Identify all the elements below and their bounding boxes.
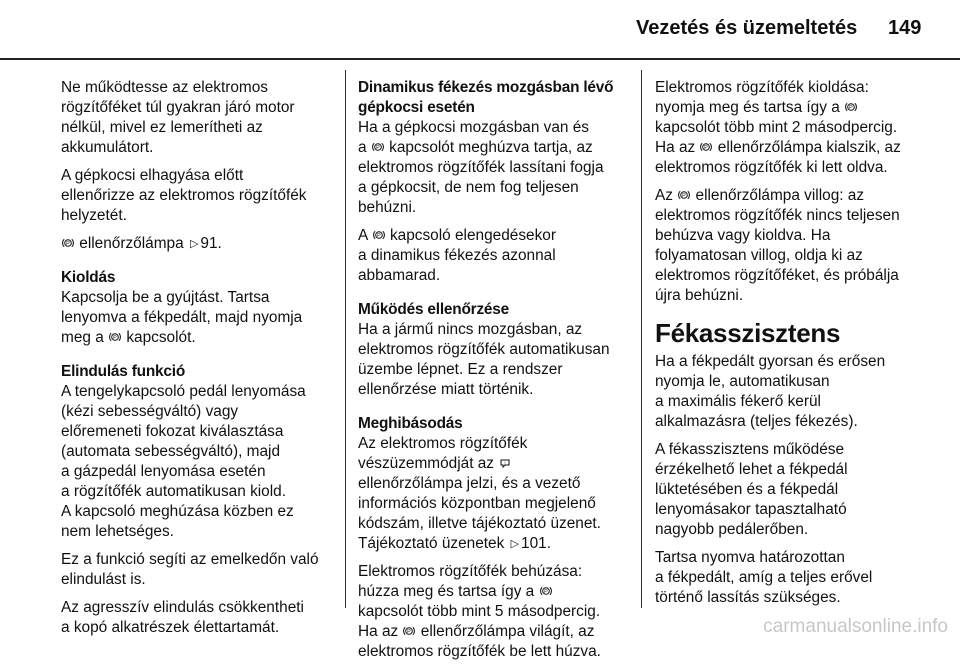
column-divider-2 bbox=[641, 70, 642, 608]
watermark: carmanualsonline.info bbox=[763, 616, 948, 637]
svg-text:!: ! bbox=[504, 460, 506, 466]
svg-text:P: P bbox=[376, 145, 380, 152]
heading-mukodes: Működés ellenőrzése bbox=[358, 301, 510, 318]
paragraph: Az agresszív elindulás csökkentheti a kopó alkatrészek élettartamát. bbox=[61, 599, 304, 636]
parking-brake-icon bbox=[373, 227, 385, 239]
svg-text:P: P bbox=[543, 589, 548, 596]
parking-brake-icon bbox=[62, 235, 74, 247]
heading-kioldas: Kioldás bbox=[61, 269, 116, 286]
column-1 bbox=[61, 78, 333, 646]
paragraph: Ha a jármű nincs mozgásban, az elektromos rögzítőfék automatikusan üzembe lépnet. Ez a rendszer ellenőrzése miatt történik. bbox=[358, 321, 610, 398]
paragraph: Ne működtesse az elektromos rögzítőféket túl gyakran járó motor nélkül, mivel ez lemerítheti az akkumulátort. bbox=[61, 79, 295, 156]
svg-text:P: P bbox=[682, 193, 687, 200]
page-number: 149 bbox=[888, 17, 922, 39]
indicator-reference: P ellenőrzőlámpa ▷ 91. bbox=[61, 234, 333, 254]
paragraph: Elektromos rögzítőfék kioldása: nyomja meg és tartsa így a P kapcsolót több mint 2 másodpercig. Ha az P ellenőrzőlámpa kialszik, az elektromos rögzítőfék ki lett oldva. bbox=[655, 79, 901, 176]
paragraph: Az elektromos rögzítőfék vészüzemmódját az ! ellenőrzőlámpa jelzi, és a vezető információs központban megjelenő kódszám, illetve tájékoztató üzenet. Tájékoztató üzenetek ▷ 101. bbox=[358, 435, 601, 552]
paragraph: Ha a gépkocsi mozgásban van és a P kapcsolót meghúzva tartja, az elektromos rögzítőfék lassítani fogja a gépkocsit, de nem fog teljesen behúzni. bbox=[358, 119, 604, 216]
parking-brake-icon bbox=[540, 583, 552, 595]
paragraph: A P kapcsoló elengedésekor a dinamikus fékezés azonnal abbamarad. bbox=[358, 227, 556, 284]
paragraph: Ez a funkció segíti az emelkedőn való elindulást is. bbox=[61, 551, 319, 588]
heading-dinamikus: Dinamikus fékezés mozgásban lévő gépkocsi esetén bbox=[358, 79, 614, 116]
column-3 bbox=[655, 78, 925, 616]
svg-text:P: P bbox=[376, 233, 381, 240]
brake-warning-icon bbox=[499, 455, 511, 467]
paragraph: A fékasszisztens működése érzékelhető lehet a fékpedál lüktetésében és a fékpedál lenyomásakor tapasztalható nagyobb pedálerőben. bbox=[655, 441, 848, 538]
svg-text:P: P bbox=[113, 335, 117, 342]
section-title: Vezetés és üzemeltetés bbox=[636, 17, 858, 39]
arrow-right-icon: ▷ bbox=[510, 538, 520, 550]
heading-meghibasodas: Meghibásodás bbox=[358, 415, 463, 432]
parking-brake-icon bbox=[372, 139, 384, 151]
column-2 bbox=[358, 78, 632, 670]
paragraph: A tengelykapcsoló pedál lenyomása (kézi sebességváltó) vagy előremeneti fokozat kiválasztása (automata sebességváltó), majd a gázpedál lenyomása esetén a rögzítőfék automatikusan kiold. A kapcsoló meghúzása közben ez nem lehetséges. bbox=[61, 383, 306, 540]
parking-brake-icon bbox=[845, 99, 857, 111]
heading-elindulas: Elindulás funkció bbox=[61, 363, 186, 380]
parking-brake-icon bbox=[678, 187, 690, 199]
page-header bbox=[0, 0, 960, 60]
paragraph: Az P ellenőrzőlámpa villog: az elektromos rögzítőfék nincs teljesen behúzva vagy kioldva. Ha folyamatosan villog, oldja ki az elektromos rögzítőféket, és próbálja újra behúzni. bbox=[655, 187, 900, 304]
parking-brake-icon bbox=[700, 139, 712, 151]
page-reference: 101. bbox=[521, 535, 552, 552]
header-rule bbox=[0, 58, 960, 60]
svg-text:P: P bbox=[66, 241, 70, 248]
heading-fekasszisztens: Fékasszisztens bbox=[655, 318, 841, 348]
svg-text:P: P bbox=[407, 629, 412, 636]
paragraph: A gépkocsi elhagyása előtt ellenőrizze az elektromos rögzítőfék helyzetét. bbox=[61, 167, 307, 224]
paragraph: Elektromos rögzítőfék behúzása: húzza meg és tartsa így a P kapcsolót több mint 5 másodpercig. Ha az P ellenőrzőlámpa világít, az elektromos rögzítőfék be lett húzva. bbox=[358, 563, 601, 660]
paragraph: Tartsa nyomva határozottan a fékpedált, amíg a teljes erővel történő lassítás szükséges. bbox=[655, 549, 873, 606]
arrow-right-icon: ▷ bbox=[189, 238, 199, 250]
parking-brake-icon bbox=[403, 623, 415, 635]
paragraph: Ha a fékpedált gyorsan és erősen nyomja le, automatikusan a maximális fékerő kerül alkalmazásra (teljes fékezés). bbox=[655, 353, 886, 430]
page-reference: 91. bbox=[200, 235, 222, 252]
column-divider-1 bbox=[345, 70, 346, 608]
svg-text:P: P bbox=[849, 105, 853, 112]
paragraph: Kapcsolja be a gyújtást. Tartsa lenyomva a fékpedált, majd nyomja meg a P kapcsolót. bbox=[61, 289, 303, 346]
parking-brake-icon bbox=[109, 329, 121, 341]
svg-text:P: P bbox=[704, 145, 709, 152]
